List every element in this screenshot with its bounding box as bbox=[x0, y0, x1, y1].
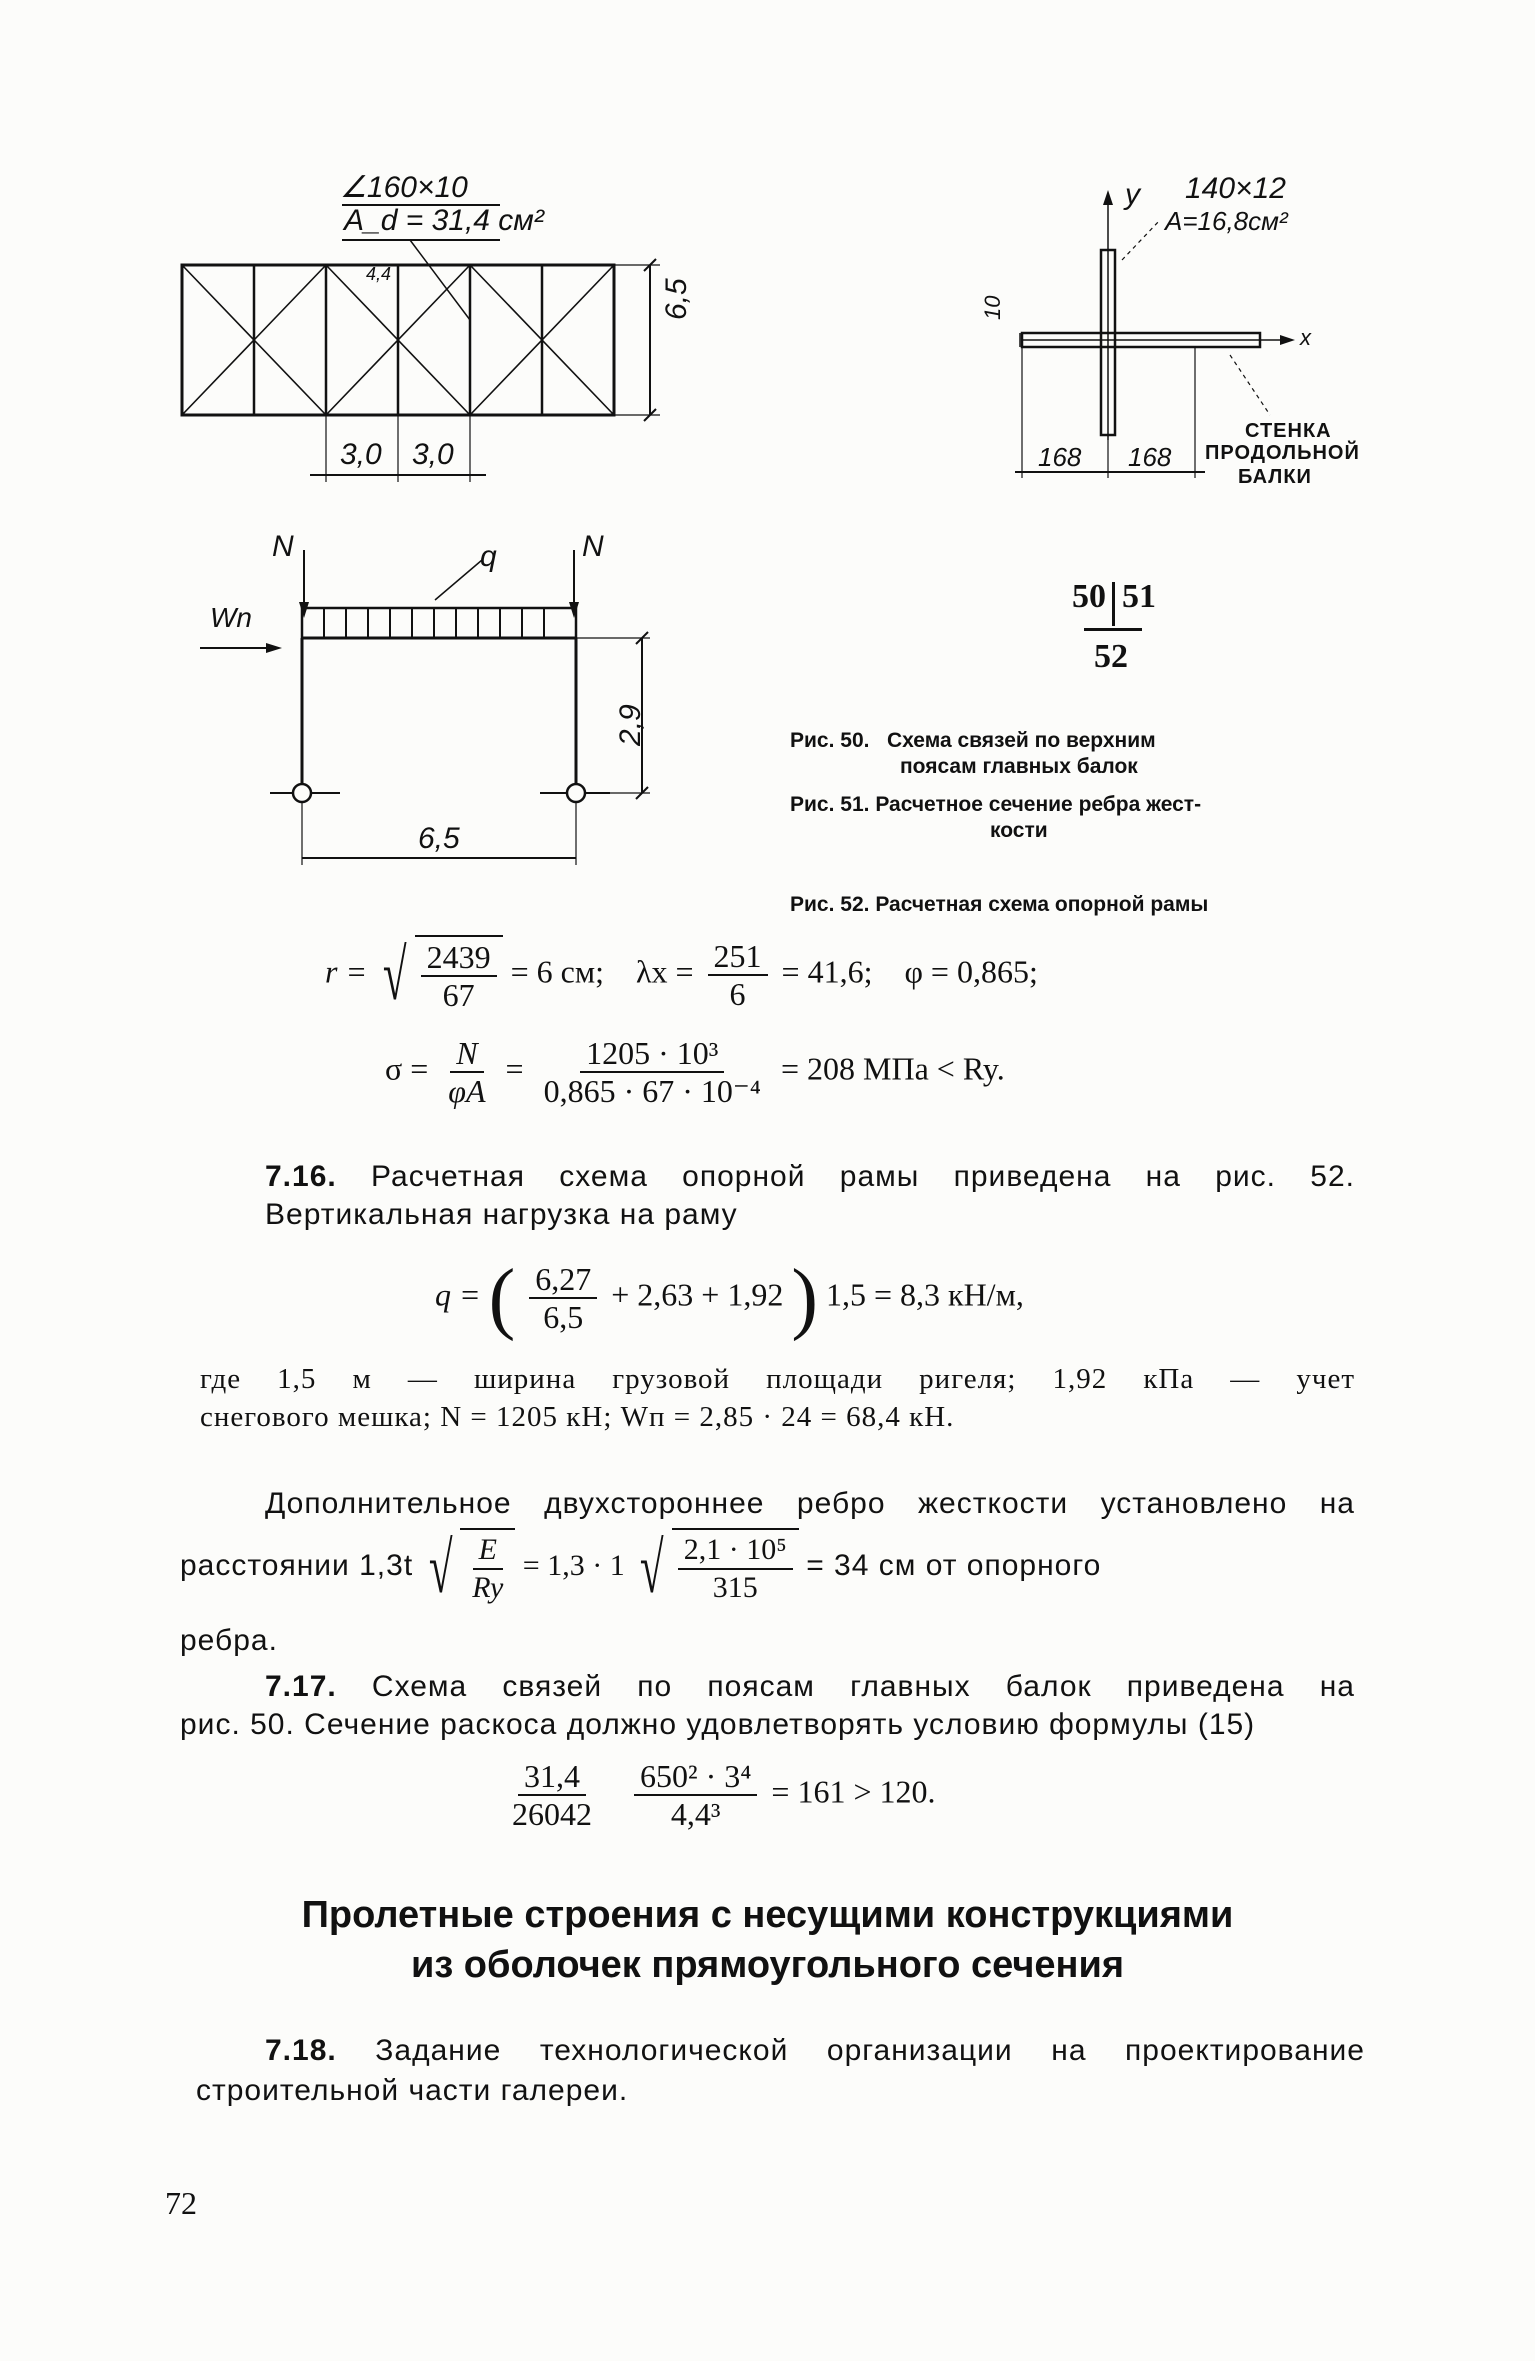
caption-fig-52 bbox=[790, 892, 1350, 918]
caption-51-label: Рис. 51. bbox=[790, 793, 870, 816]
wind-label: Wn bbox=[210, 602, 252, 633]
angle-label: ∠160×10 bbox=[340, 171, 468, 204]
caption-50-line2: поясам главных балок bbox=[900, 755, 1138, 778]
distance-value-denominator: 315 bbox=[712, 1571, 758, 1604]
r-denominator: 67 bbox=[442, 977, 475, 1013]
load-numerator: 6,27 bbox=[529, 1261, 597, 1299]
note-line-2: ПРОДОЛЬНОЙ bbox=[1205, 442, 1360, 464]
stress-n-numerator: N bbox=[450, 1035, 483, 1073]
axis-y-label: y bbox=[1125, 178, 1140, 211]
distance-value-numerator: 2,1 · 10⁵ bbox=[678, 1532, 793, 1570]
stress-value-numerator: 1205 · 10³ bbox=[580, 1035, 724, 1073]
distance-post: = 34 см от опорного bbox=[806, 1548, 1102, 1582]
fig-number-divider-horizontal bbox=[1084, 628, 1142, 631]
caption-fig-50 bbox=[790, 728, 1350, 780]
stress-result: = 208 МПа < Ry. bbox=[780, 1050, 1005, 1087]
caption-51-line2: кости bbox=[990, 819, 1048, 842]
distance-e-denominator: Ry bbox=[472, 1571, 504, 1604]
caption-52-label: Рис. 52. bbox=[790, 893, 870, 916]
load-q-label: q bbox=[480, 540, 497, 573]
caption-50-line1: Схема связей по верхним bbox=[886, 729, 1156, 752]
para-7-16-line2: Вертикальная нагрузка на раму bbox=[265, 1198, 738, 1231]
r-result: = 6 см; bbox=[510, 953, 604, 990]
force-left-label: N bbox=[272, 530, 294, 563]
slender-b-numerator: 650² · 3⁴ bbox=[634, 1758, 757, 1796]
formula-r-symbol: r = bbox=[325, 953, 368, 990]
paragraph-extra-stiffener bbox=[265, 1485, 1355, 1523]
fig-number-51: 51 bbox=[1122, 578, 1156, 615]
distance-pre: расстоянии 1,3t bbox=[180, 1548, 414, 1582]
plate-label: 140×12 bbox=[1185, 172, 1286, 205]
load-rest: + 2,63 + 1,92 bbox=[611, 1276, 784, 1313]
stress-n-denominator: φA bbox=[448, 1073, 486, 1109]
paragraph-7-16 bbox=[265, 1158, 1355, 1234]
r-numerator: 2439 bbox=[421, 939, 497, 977]
caption-fig-51 bbox=[790, 792, 1350, 844]
section-heading bbox=[180, 1890, 1355, 1990]
lambda-numerator: 251 bbox=[708, 938, 768, 976]
small-dim: 4,4 bbox=[366, 264, 392, 284]
where-clause bbox=[200, 1360, 1355, 1436]
slender-b-denominator: 4,4³ bbox=[670, 1796, 721, 1832]
phi-value: φ = 0,865; bbox=[904, 953, 1038, 990]
formula-distance: расстоянии 1,3t √ $\frac{E}{Ry}$ = 1,3 · 1 √ $\frac{\text{2,1 · 10⁵}}{315}$ = 34 см от опорного bbox=[180, 1528, 1102, 1608]
formula-load: q = ( $\frac{6,27}{6,5}$ + 2,63 + 1,92 ) 1,5 = 8,3 кН/м, bbox=[435, 1254, 1024, 1342]
sqrt-radius bbox=[375, 935, 503, 1015]
formula-radius bbox=[325, 935, 1038, 1015]
para-7-17-number: 7.17. bbox=[265, 1670, 337, 1703]
dim-height-label: 2,9 bbox=[614, 704, 647, 746]
paragraph-7-17 bbox=[265, 1668, 1355, 1706]
plate-area-label: A=16,8см² bbox=[1165, 206, 1288, 236]
distance-mid: = 1,3 · 1 bbox=[522, 1548, 625, 1582]
dim-left: 168 bbox=[1038, 442, 1082, 472]
figure-50 bbox=[160, 170, 700, 500]
dim-bay-2: 3,0 bbox=[412, 438, 454, 471]
caption-52-line1: Расчетная схема опорной рамы bbox=[875, 893, 1209, 916]
formula-slenderness bbox=[500, 1758, 936, 1832]
sigma-symbol: σ = bbox=[385, 1050, 429, 1087]
lambda-symbol: λx = bbox=[635, 953, 694, 990]
area-label: A_d = 31,4 см² bbox=[344, 204, 544, 237]
para-7-17-line1: Схема связей по поясам главных балок приведена на bbox=[371, 1670, 1355, 1703]
section-heading-line2: из оболочек прямоугольного сечения bbox=[410, 1944, 1125, 1986]
dim-span-label: 6,5 bbox=[418, 822, 460, 855]
where-line1: где 1,5 м — ширина грузовой площади ригеля; 1,92 кПа — учет bbox=[200, 1363, 1355, 1395]
fig-number-divider-vertical bbox=[1112, 582, 1115, 626]
load-result: 1,5 = 8,3 кН/м, bbox=[825, 1276, 1024, 1313]
formula-stress bbox=[385, 1035, 1005, 1109]
note-line-1: СТЕНКА bbox=[1245, 420, 1332, 442]
figure-51 bbox=[960, 172, 1360, 500]
para-7-16-number: 7.16. bbox=[265, 1160, 337, 1193]
slender-a-denominator: 26042 bbox=[512, 1796, 592, 1832]
sqrt-sign: √ bbox=[382, 935, 407, 1015]
dim-bay-1: 3,0 bbox=[340, 438, 382, 471]
stress-equals: = bbox=[505, 1050, 524, 1087]
slender-a-numerator: 31,4 bbox=[518, 1758, 586, 1796]
load-q-symbol: q = bbox=[435, 1276, 481, 1313]
distance-e-numerator: E bbox=[473, 1532, 503, 1570]
caption-50-label: Рис. 50. bbox=[790, 729, 870, 752]
fig-number-50: 50 bbox=[1072, 578, 1106, 615]
fig-number-52: 52 bbox=[1094, 638, 1128, 675]
extra-line1: Дополнительное двухстороннее ребро жесткости установлено на bbox=[265, 1487, 1355, 1520]
axis-x-label: x bbox=[1300, 325, 1311, 350]
para-7-18-number: 7.18. bbox=[265, 2034, 337, 2067]
figure-52 bbox=[190, 530, 680, 870]
stress-value-denominator: 0,865 · 67 · 10⁻⁴ bbox=[543, 1073, 761, 1109]
extra-line3: ребра. bbox=[180, 1624, 278, 1657]
force-right-label: N bbox=[582, 530, 604, 563]
where-line2: снегового мешка; N = 1205 кН; Wп = 2,85 · 24 = 68,4 кН. bbox=[200, 1401, 955, 1433]
dim-thickness: 10 bbox=[980, 295, 1005, 320]
slender-result: = 161 > 120. bbox=[771, 1773, 936, 1810]
note-line-3: БАЛКИ bbox=[1238, 466, 1312, 488]
para-7-18-line1: Задание технологической организации на проектирование bbox=[375, 2034, 1365, 2067]
para-7-17-line2: рис. 50. Сечение раскоса должно удовлетворять условию формулы (15) bbox=[180, 1708, 1256, 1741]
figure-52-drawing bbox=[190, 530, 680, 870]
dim-right: 168 bbox=[1128, 442, 1172, 472]
page-number: 72 bbox=[165, 2185, 197, 2221]
load-denominator: 6,5 bbox=[543, 1299, 584, 1335]
para-7-18-line2: строительной части галереи. bbox=[196, 2074, 629, 2107]
section-heading-line1: Пролетные строения с несущими конструкциями bbox=[301, 1894, 1234, 1936]
lambda-result: = 41,6; bbox=[781, 953, 873, 990]
paragraph-7-18 bbox=[265, 2032, 1365, 2070]
caption-51-line1: Расчетное сечение ребра жест- bbox=[875, 793, 1202, 816]
lambda-denominator: 6 bbox=[729, 976, 746, 1012]
dim-height: 6,5 bbox=[660, 278, 693, 320]
para-7-16-line1: Расчетная схема опорной рамы приведена на рис. 52. bbox=[371, 1160, 1355, 1193]
